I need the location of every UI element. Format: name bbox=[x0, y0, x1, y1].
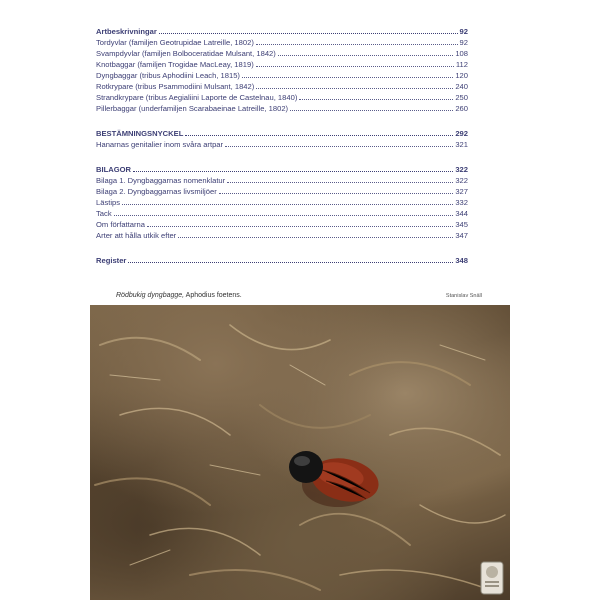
toc-entry-page: 327 bbox=[455, 187, 468, 196]
toc-heading-row[interactable] bbox=[96, 26, 468, 37]
toc-entry-label: Lästips bbox=[96, 198, 121, 207]
dot-leader bbox=[256, 82, 453, 89]
toc-entry[interactable] bbox=[96, 81, 468, 92]
dot-leader bbox=[122, 198, 453, 205]
toc-entry-page: 240 bbox=[455, 82, 468, 91]
toc-heading-page: 92 bbox=[459, 27, 468, 36]
toc-heading-row[interactable] bbox=[96, 255, 468, 266]
toc-entry-label: Strandkrypare (tribus Aegialiini Laporte de Castelnau, 1840) bbox=[96, 93, 298, 102]
toc-entry[interactable] bbox=[96, 230, 468, 241]
beetle-photo bbox=[90, 305, 510, 600]
toc-entry-label: Hanarnas genitalier inom svåra artpar bbox=[96, 140, 224, 149]
toc-heading-page: 292 bbox=[455, 129, 468, 138]
toc-entry-page: 120 bbox=[455, 71, 468, 80]
toc-entry-page: 345 bbox=[455, 220, 468, 229]
toc-entry[interactable] bbox=[96, 208, 468, 219]
photo-credit: Stanislav Snäll bbox=[445, 293, 482, 299]
dot-leader bbox=[185, 129, 453, 136]
toc-entry-label: Om författarna bbox=[96, 220, 145, 229]
toc-heading-page: 348 bbox=[455, 256, 468, 265]
dot-leader bbox=[225, 140, 453, 147]
toc-entry[interactable] bbox=[96, 48, 468, 59]
dot-leader bbox=[147, 220, 453, 227]
toc-entry-page: 321 bbox=[455, 140, 468, 149]
dot-leader bbox=[178, 231, 453, 238]
caption-species bbox=[116, 292, 242, 299]
toc-heading-label: BESTÄMNINGSNYCKEL bbox=[96, 129, 184, 138]
dot-leader bbox=[128, 256, 453, 263]
toc-entry-page: 322 bbox=[455, 176, 468, 185]
toc-entry[interactable] bbox=[96, 219, 468, 230]
toc-entry[interactable] bbox=[96, 175, 468, 186]
toc-entry[interactable] bbox=[96, 70, 468, 81]
toc-entry-label: Tack bbox=[96, 209, 112, 218]
dot-leader bbox=[219, 187, 454, 194]
beetle bbox=[289, 451, 383, 508]
toc-entry[interactable] bbox=[96, 139, 468, 150]
toc-entry-label: Rotkrypare (tribus Psammodiini Mulsant, 1842) bbox=[96, 82, 255, 91]
toc-heading-row[interactable] bbox=[96, 164, 468, 175]
toc-section-artbeskrivningar bbox=[96, 26, 468, 114]
toc-entry-page: 260 bbox=[455, 104, 468, 113]
toc-entry-page: 112 bbox=[455, 60, 468, 69]
toc-entry-label: Dyngbaggar (tribus Aphodiini Leach, 1815) bbox=[96, 71, 240, 80]
toc-section-register bbox=[96, 255, 468, 266]
dot-leader bbox=[114, 209, 454, 216]
toc-entry[interactable] bbox=[96, 103, 468, 114]
toc-entry[interactable] bbox=[96, 59, 468, 70]
toc-entry-page: 108 bbox=[455, 49, 468, 58]
publisher-stamp-icon bbox=[478, 560, 506, 596]
toc-heading-page: 322 bbox=[455, 165, 468, 174]
toc-entry[interactable] bbox=[96, 197, 468, 208]
caption-common-name: Rödbukig dyngbagge, bbox=[116, 292, 185, 299]
toc-section-bilagor bbox=[96, 164, 468, 241]
dot-leader bbox=[290, 104, 453, 111]
toc-entry-label: Tordyvlar (familjen Geotrupidae Latreille, 1802) bbox=[96, 38, 254, 47]
dot-leader bbox=[256, 38, 458, 45]
dot-leader bbox=[278, 49, 454, 56]
toc-entry-page: 250 bbox=[455, 93, 468, 102]
toc-entry-label: Bilaga 1. Dyngbaggarnas nomenklatur bbox=[96, 176, 226, 185]
toc-entry-label: Bilaga 2. Dyngbaggarnas livsmiljöer bbox=[96, 187, 217, 196]
toc-entry[interactable] bbox=[96, 37, 468, 48]
toc-entry-page: 347 bbox=[455, 231, 468, 240]
toc-entry-page: 332 bbox=[455, 198, 468, 207]
toc-entry[interactable] bbox=[96, 92, 468, 103]
photo-caption bbox=[116, 292, 482, 299]
table-of-contents bbox=[96, 26, 468, 280]
toc-entry[interactable] bbox=[96, 186, 468, 197]
dot-leader bbox=[256, 60, 454, 67]
toc-entry-label: Arter att hålla utkik efter bbox=[96, 231, 177, 240]
toc-section-bestamningsnyckel bbox=[96, 128, 468, 150]
dot-leader bbox=[227, 176, 453, 183]
toc-entry-label: Svampdyvlar (familjen Bolboceratidae Mulsant, 1842) bbox=[96, 49, 276, 58]
toc-entry-page: 92 bbox=[459, 38, 468, 47]
toc-entry-page: 344 bbox=[455, 209, 468, 218]
toc-entry-label: Pillerbaggar (underfamiljen Scarabaeinae Latreille, 1802) bbox=[96, 104, 289, 113]
dot-leader bbox=[159, 27, 458, 34]
toc-heading-label: Artbeskrivningar bbox=[96, 27, 157, 36]
dot-leader bbox=[133, 165, 453, 172]
dot-leader bbox=[242, 71, 453, 78]
caption-latin-name: Aphodius foetens. bbox=[184, 292, 242, 299]
toc-entry-label: Knotbaggar (familjen Trogidae MacLeay, 1819) bbox=[96, 60, 254, 69]
dung-texture bbox=[90, 305, 510, 600]
toc-heading-label: BILAGOR bbox=[96, 165, 132, 174]
dot-leader bbox=[299, 93, 453, 100]
toc-heading-label: Register bbox=[96, 256, 127, 265]
toc-heading-row[interactable] bbox=[96, 128, 468, 139]
